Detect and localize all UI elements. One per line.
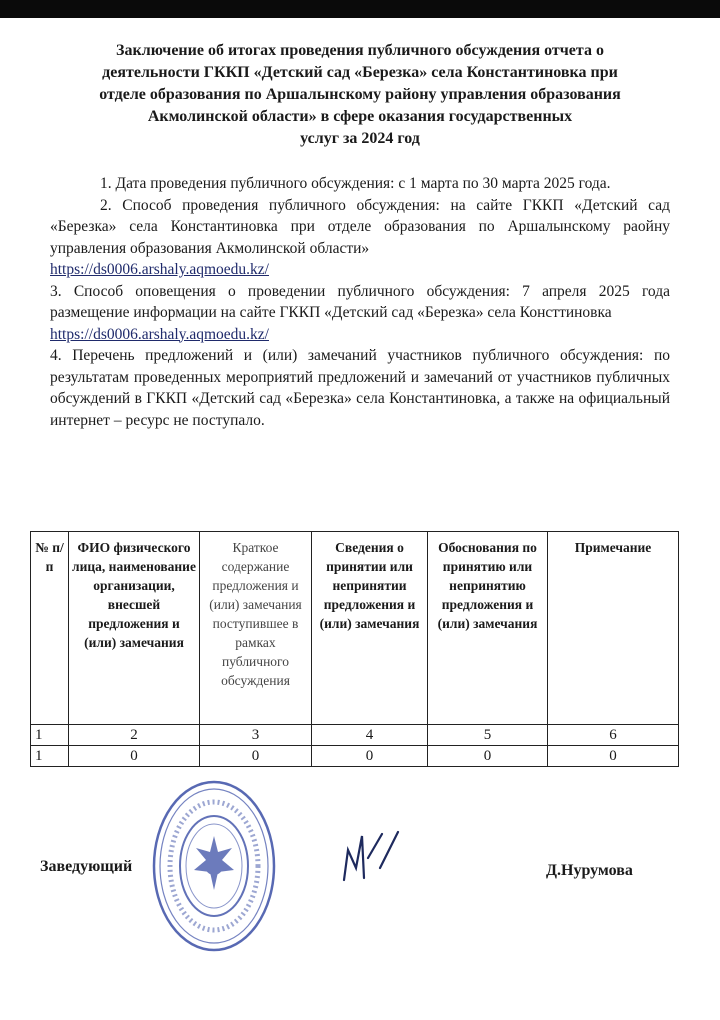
- position-label: Заведующий: [40, 858, 133, 875]
- signature-mark: [338, 828, 408, 888]
- proposals-table: [30, 531, 679, 767]
- signer-name: Д.Нурумова: [546, 862, 633, 879]
- header-justification: Обоснования по принятию или непринятию предложения и (или) замечания: [428, 532, 548, 725]
- table-cell: 1: [31, 746, 69, 767]
- table-cell: 2: [69, 725, 200, 746]
- table-row: [31, 746, 679, 767]
- document-title: [60, 40, 660, 150]
- header-note: Примечание: [548, 532, 679, 725]
- document-body: [50, 173, 670, 431]
- title-line: услуг за 2024 год: [300, 130, 420, 147]
- header-acceptance: Сведения о принятии или непринятии предложения и (или) замечания: [312, 532, 428, 725]
- header-person: ФИО физического лица, наименование организации, внесшей предложения и (или) замечания: [69, 532, 200, 725]
- section-3-notification: 3. Способ оповещения о проведении публичного обсуждения: 7 апреля 2025 года размещение информации на сайте ГККП «Детский сад «Березка» села Конcттиновка: [50, 282, 670, 321]
- header-summary: Краткое содержание предложения и (или) замечания поступившее в рамках публичного обсуждения: [200, 532, 312, 725]
- section-4-proposals: 4. Перечень предложений и (или) замечаний участников публичного обсуждения: по результатам проведенных мероприятий предложений и замечаний от участников публичных обсуждений в ГККП «Детский сад «Березка» села Константиновка, а также на официальный интернет – ресурс не поступало.: [50, 347, 670, 429]
- table-cell: 3: [200, 725, 312, 746]
- table-cell: 5: [428, 725, 548, 746]
- official-seal-stamp: [150, 778, 278, 954]
- section-2-link[interactable]: https://ds0006.arshaly.aqmoedu.kz/: [50, 261, 269, 278]
- header-number: № п/п: [31, 532, 69, 725]
- table-row: [31, 725, 679, 746]
- top-edge-bar: [0, 0, 720, 18]
- table-cell: 0: [428, 746, 548, 767]
- table-cell: 0: [200, 746, 312, 767]
- table-cell: 0: [548, 746, 679, 767]
- title-line: Акмолинской области» в сфере оказания государственных: [147, 108, 573, 125]
- section-3-link[interactable]: https://ds0006.arshaly.aqmoedu.kz/: [50, 325, 269, 343]
- table-header-row: [31, 532, 679, 725]
- table-cell: 0: [69, 746, 200, 767]
- section-1-date: 1. Дата проведения публичного обсуждения: с 1 марта по 30 марта 2025 года.: [100, 175, 611, 192]
- table-cell: 6: [548, 725, 679, 746]
- table-cell: 4: [312, 725, 428, 746]
- table-cell: 1: [31, 725, 69, 746]
- title-line: деятельности ГККП «Детский сад «Березка» села Константиновка при: [102, 64, 618, 81]
- section-2-method: 2. Способ проведения публичного обсуждения: на сайте ГККП «Детский сад «Березка» села Константиновка при отделе образования по Аршалынскому раойну управления образования Акмолинской области»: [50, 196, 670, 257]
- title-line: Заключение об итогах проведения публичного обсуждения отчета о: [116, 42, 604, 59]
- table-cell: 0: [312, 746, 428, 767]
- title-line: отделе образования по Аршалынскому району управления образования: [99, 86, 621, 103]
